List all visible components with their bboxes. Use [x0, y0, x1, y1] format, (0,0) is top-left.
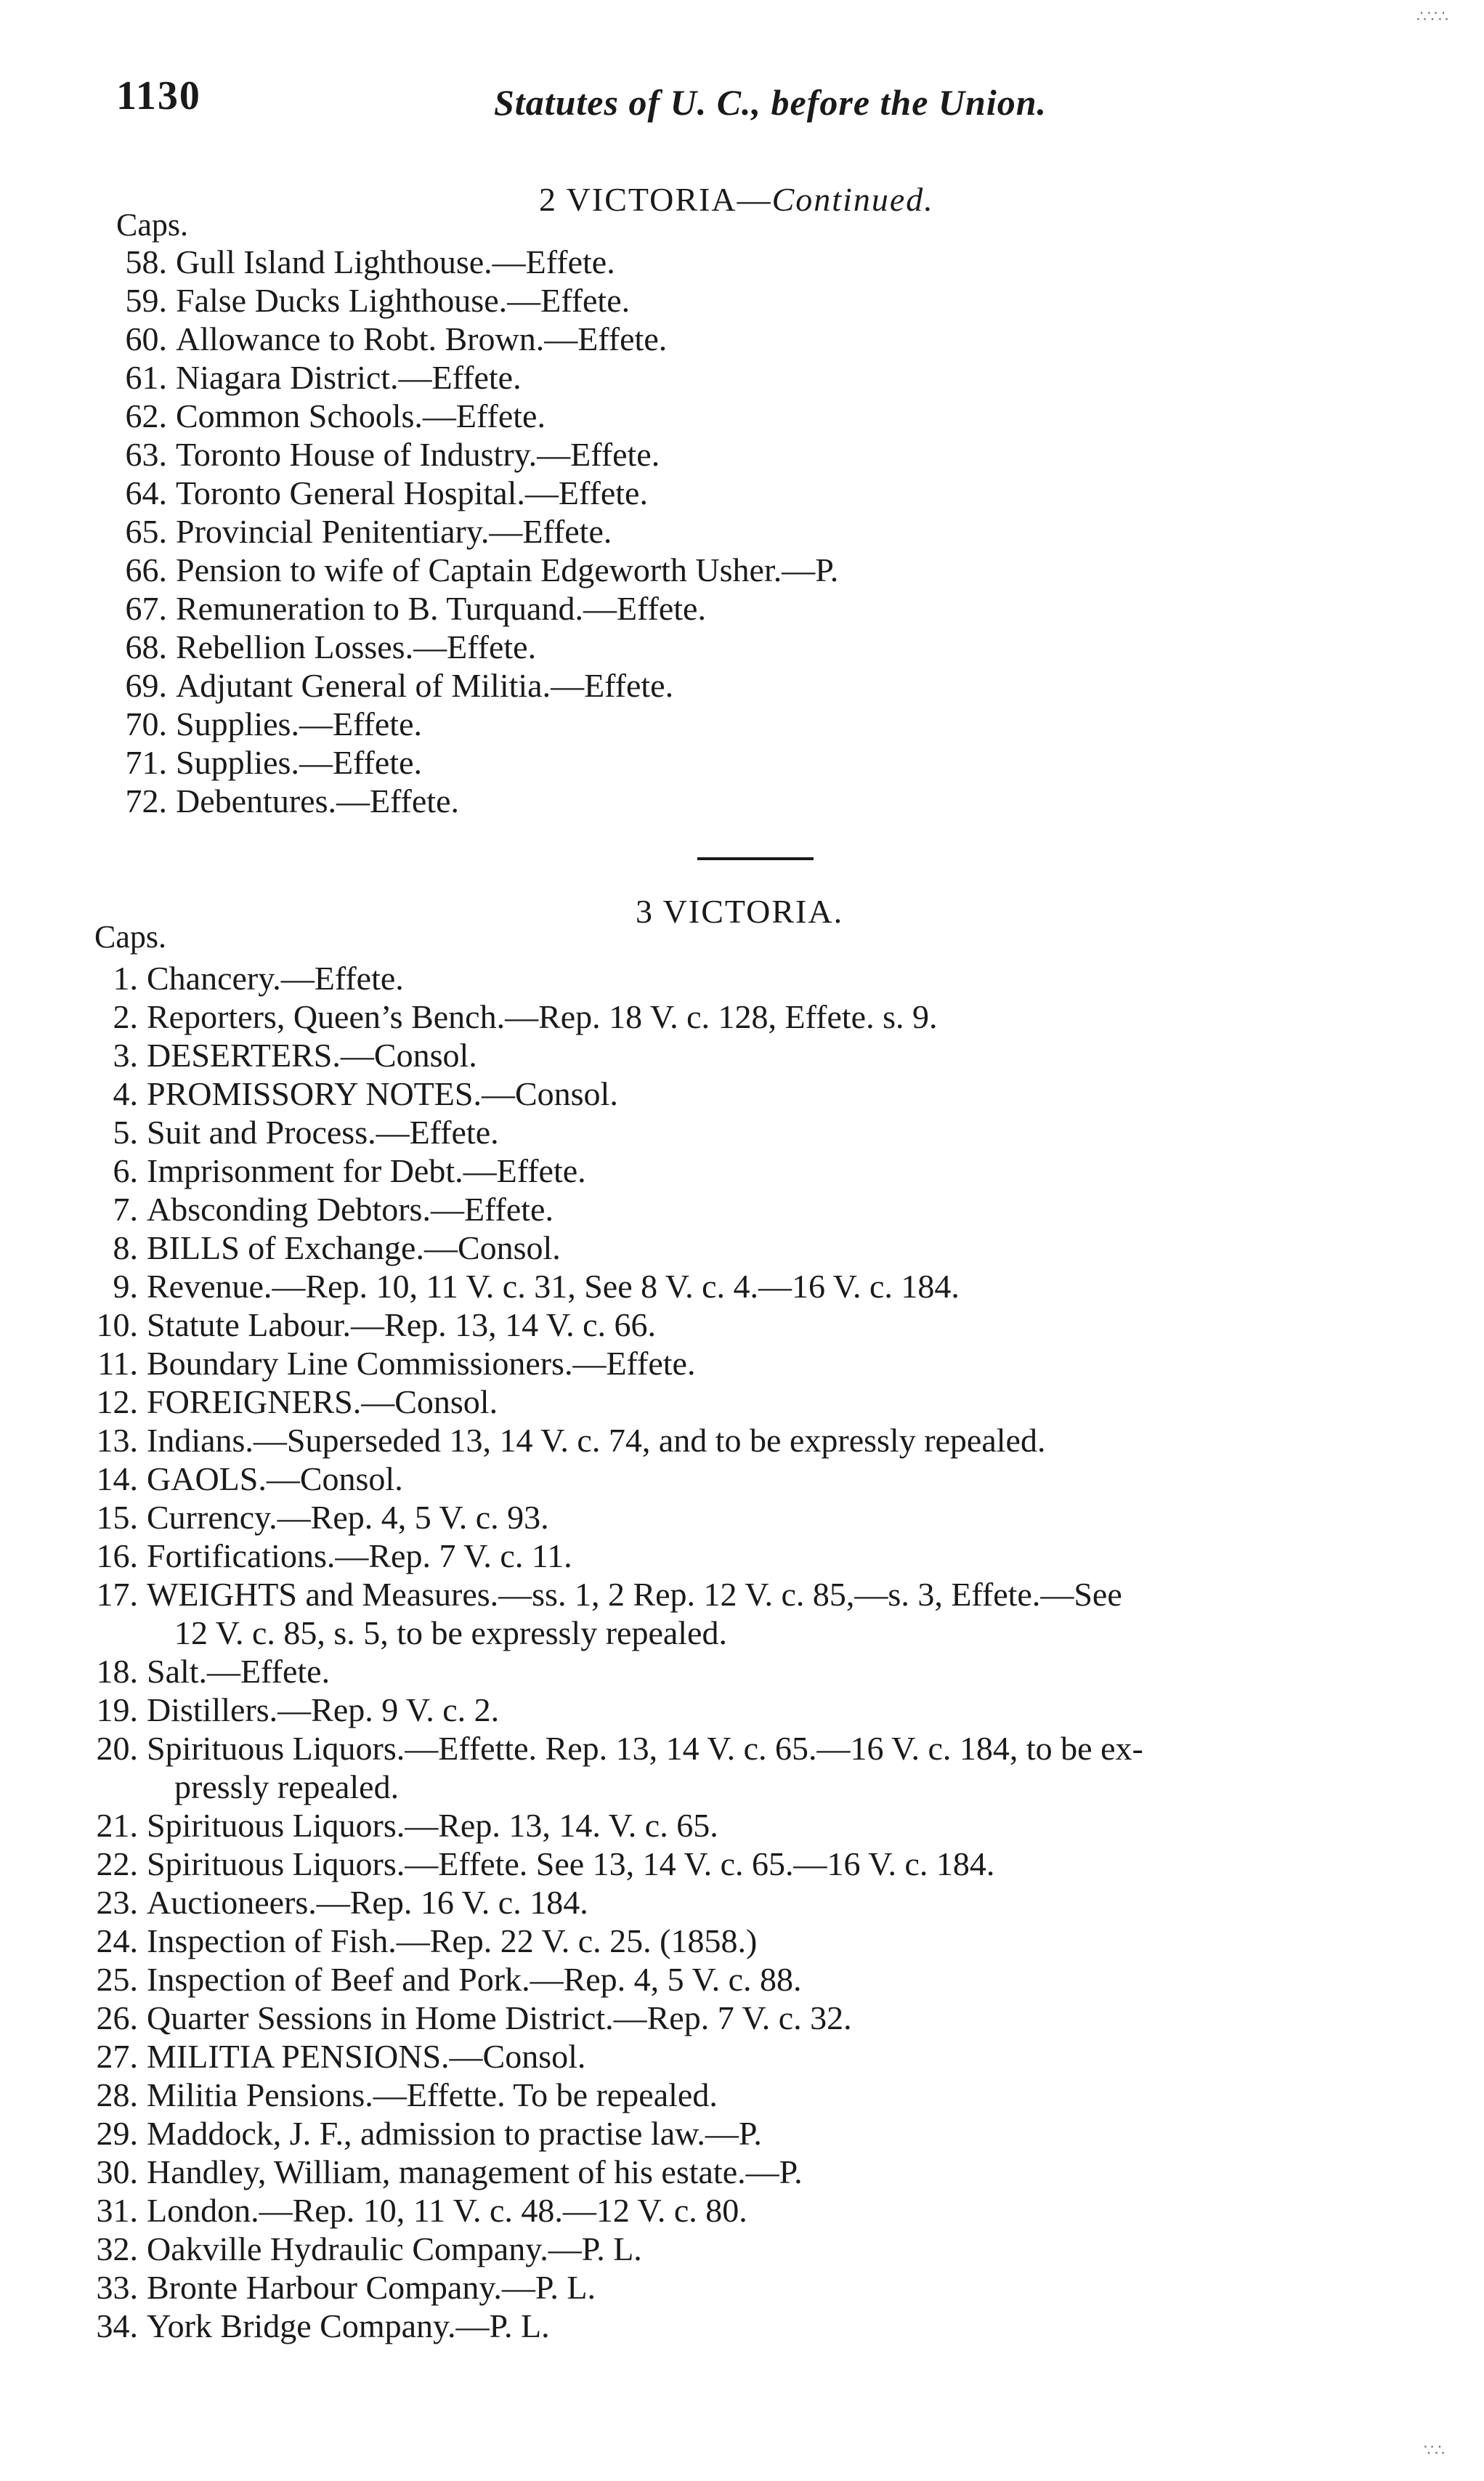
chapter-text: Inspection of Fish.—Rep. 22 V. c. 25. (1858.) [147, 1922, 758, 1959]
chapter-text: Debentures.—Effete. [176, 782, 459, 819]
chapter-number: 25. [96, 1961, 138, 1998]
chapter-entry [0, 1691, 1416, 1729]
chapter-text: Adjutant General of Militia.—Effete. [176, 667, 674, 704]
chapter-entry [0, 1113, 1416, 1152]
chapter-entry [0, 743, 1111, 782]
chapter-number: 2. [113, 998, 138, 1035]
chapter-text: Rebellion Losses.—Effete. [176, 628, 537, 665]
chapter-number: 65. [125, 513, 167, 550]
chapter-number: 10. [96, 1306, 138, 1343]
chapter-number: 59. [125, 282, 167, 319]
chapter-entry [0, 1845, 1416, 1883]
chapter-number: 30. [96, 2153, 138, 2190]
chapter-list [0, 243, 1111, 820]
chapter-entry [0, 1344, 1416, 1383]
chapter-entry [0, 1999, 1416, 2037]
chapter-entry [0, 1729, 1416, 1806]
chapter-entry [0, 1652, 1416, 1691]
chapter-text: Bronte Harbour Company.—P. L. [147, 2269, 596, 2306]
chapter-entry [0, 1498, 1416, 1537]
chapter-number: 34. [96, 2307, 138, 2344]
chapter-text: Imprisonment for Debt.—Effete. [147, 1152, 586, 1189]
chapter-text: FOREIGNERS.—Consol. [147, 1383, 498, 1420]
chapter-entry [0, 2153, 1416, 2191]
chapter-text: Distillers.—Rep. 9 V. c. 2. [147, 1691, 500, 1728]
chapter-entry [0, 2037, 1416, 2076]
chapter-entry [0, 666, 1111, 705]
chapter-text: Handley, William, management of his estate.—P. [147, 2153, 803, 2190]
chapter-number: 3. [113, 1037, 138, 1074]
chapter-text: Inspection of Beef and Pork.—Rep. 4, 5 V. c. 88. [147, 1961, 802, 1998]
chapter-text: Fortifications.—Rep. 7 V. c. 11. [147, 1537, 572, 1574]
chapter-text: Salt.—Effete. [147, 1653, 331, 1690]
chapter-number: 72. [125, 782, 167, 819]
chapter-number: 66. [125, 551, 167, 588]
chapter-number: 18. [96, 1653, 138, 1690]
chapter-text-continuation: pressly repealed. [174, 1768, 400, 1805]
chapter-text: Toronto House of Industry.—Effete. [176, 436, 660, 473]
chapter-list [0, 959, 1416, 2345]
chapter-text: Statute Labour.—Rep. 13, 14 V. c. 66. [147, 1306, 657, 1343]
chapter-text: London.—Rep. 10, 11 V. c. 48.—12 V. c. 80. [147, 2192, 747, 2229]
chapter-number: 14. [96, 1460, 138, 1497]
chapter-entry [0, 705, 1111, 743]
chapter-entry [0, 474, 1111, 512]
chapter-entry [0, 1267, 1416, 1306]
chapter-number: 11. [97, 1345, 138, 1382]
chapter-text: Supplies.—Effete. [176, 705, 422, 742]
chapter-entry [0, 1806, 1416, 1845]
chapter-text: Chancery.—Effete. [147, 960, 404, 997]
chapter-text: Oakville Hydraulic Company.—P. L. [147, 2230, 642, 2267]
chapter-entry [0, 1306, 1416, 1344]
chapter-text: Provincial Penitentiary.—Effete. [176, 513, 612, 550]
chapter-entry [0, 281, 1111, 320]
chapter-number: 71. [125, 744, 167, 781]
chapter-number: 19. [96, 1691, 138, 1728]
chapter-entry [0, 997, 1416, 1036]
chapter-text: BILLS of Exchange.—Consol. [147, 1229, 561, 1266]
chapter-text: Toronto General Hospital.—Effete. [176, 474, 648, 511]
chapter-text: Niagara District.—Effete. [176, 359, 522, 396]
chapter-entry [0, 1036, 1416, 1074]
chapter-entry [0, 628, 1111, 666]
chapter-entry [0, 1922, 1416, 1960]
chapter-number: 27. [96, 2038, 138, 2075]
chapter-entry [0, 397, 1111, 435]
chapter-text: Indians.—Superseded 13, 14 V. c. 74, and to be expressly repealed. [147, 1422, 1046, 1459]
chapter-number: 16. [96, 1537, 138, 1574]
chapter-text: Absconding Debtors.—Effete. [147, 1191, 554, 1228]
chapter-entry [0, 782, 1111, 820]
section-title-continued: Continued. [771, 181, 934, 218]
chapter-number: 64. [125, 474, 167, 511]
chapter-entry [0, 512, 1111, 551]
chapter-text: Militia Pensions.—Effette. To be repealed. [147, 2076, 718, 2113]
section-title [539, 180, 934, 219]
chapter-number: 7. [113, 1191, 138, 1228]
page-number: 1130 [116, 73, 201, 118]
chapter-text: Common Schools.—Effete. [176, 397, 546, 434]
chapter-number: 28. [96, 2076, 138, 2113]
chapter-text: Gull Island Lighthouse.—Effete. [176, 243, 615, 280]
chapter-number: 8. [113, 1229, 138, 1266]
chapter-number: 23. [96, 1884, 138, 1921]
chapter-number: 31. [96, 2192, 138, 2229]
chapter-number: 5. [113, 1114, 138, 1151]
chapter-text: PROMISSORY NOTES.—Consol. [147, 1075, 618, 1112]
chapter-number: 1. [113, 960, 138, 997]
chapter-text: York Bridge Company.—P. L. [147, 2307, 550, 2344]
chapter-number: 60. [125, 320, 167, 357]
chapter-number: 33. [96, 2269, 138, 2306]
scan-speckle: ∵∴ [1424, 2441, 1446, 2459]
chapter-entry [0, 320, 1111, 358]
chapter-number: 63. [125, 436, 167, 473]
chapter-number: 58. [125, 243, 167, 280]
chapter-number: 69. [125, 667, 167, 704]
chapter-text: MILITIA PENSIONS.—Consol. [147, 2038, 586, 2075]
running-title: Statutes of U. C., before the Union. [494, 82, 1047, 123]
chapter-entry [0, 1537, 1416, 1575]
chapter-text: Currency.—Rep. 4, 5 V. c. 93. [147, 1499, 549, 1536]
chapter-number: 12. [96, 1383, 138, 1420]
chapter-entry [0, 2268, 1416, 2307]
caps-label: Caps. [116, 207, 188, 243]
chapter-entry [0, 2114, 1416, 2153]
chapter-number: 62. [125, 397, 167, 434]
chapter-entry [0, 959, 1416, 997]
chapter-number: 61. [125, 359, 167, 396]
chapter-entry [0, 551, 1111, 589]
chapter-entry [0, 243, 1111, 281]
chapter-text: Boundary Line Commissioners.—Effete. [147, 1345, 696, 1382]
chapter-text: GAOLS.—Consol. [147, 1460, 403, 1497]
chapter-text: Spirituous Liquors.—Effette. Rep. 13, 14 V. c. 65.—16 V. c. 184, to be ex- [147, 1730, 1143, 1767]
chapter-text: Spirituous Liquors.—Effete. See 13, 14 V. c. 65.—16 V. c. 184. [147, 1845, 995, 1882]
chapter-entry [0, 1575, 1416, 1652]
chapter-entry [0, 435, 1111, 474]
chapter-number: 29. [96, 2115, 138, 2152]
chapter-number: 13. [96, 1422, 138, 1459]
section-title-main: 2 VICTORIA— [539, 181, 772, 218]
chapter-entry [0, 589, 1111, 628]
chapter-text-continuation: 12 V. c. 85, s. 5, to be expressly repealed. [174, 1614, 727, 1651]
chapter-entry [0, 1460, 1416, 1498]
chapter-entry [0, 1152, 1416, 1190]
chapter-entry [0, 1229, 1416, 1267]
chapter-number: 68. [125, 628, 167, 665]
chapter-text: Auctioneers.—Rep. 16 V. c. 184. [147, 1884, 588, 1921]
chapter-entry [0, 1074, 1416, 1113]
chapter-entry [0, 1960, 1416, 1999]
chapter-entry [0, 1190, 1416, 1229]
chapter-text: Pension to wife of Captain Edgeworth Usher.—P. [176, 551, 839, 588]
chapter-number: 6. [113, 1152, 138, 1189]
section-divider-rule [697, 857, 814, 860]
caps-label: Caps. [94, 919, 166, 955]
chapter-text: Revenue.—Rep. 10, 11 V. c. 31, See 8 V. c. 4.—16 V. c. 184. [147, 1268, 960, 1305]
chapter-number: 70. [125, 705, 167, 742]
chapter-number: 9. [113, 1268, 138, 1305]
chapter-entry [0, 1421, 1416, 1460]
chapter-entry [0, 1883, 1416, 1922]
chapter-number: 67. [125, 590, 167, 627]
chapter-number: 26. [96, 1999, 138, 2036]
chapter-number: 22. [96, 1845, 138, 1882]
chapter-text: Reporters, Queen’s Bench.—Rep. 18 V. c. 128, Effete. s. 9. [147, 998, 938, 1035]
section-title: 3 VICTORIA. [636, 893, 844, 930]
chapter-text: Allowance to Robt. Brown.—Effete. [176, 320, 668, 357]
chapter-text: Suit and Process.—Effete. [147, 1114, 499, 1151]
chapter-text: Remuneration to B. Turquand.—Effete. [176, 590, 706, 627]
chapter-text: Spirituous Liquors.—Rep. 13, 14. V. c. 65. [147, 1807, 718, 1844]
chapter-entry [0, 2191, 1416, 2230]
chapter-number: 21. [96, 1807, 138, 1844]
chapter-number: 24. [96, 1922, 138, 1959]
chapter-entry [0, 358, 1111, 397]
chapter-text: WEIGHTS and Measures.—ss. 1, 2 Rep. 12 V. c. 85,—s. 3, Effete.—See [147, 1576, 1122, 1613]
chapter-number: 15. [96, 1499, 138, 1536]
chapter-text: Quarter Sessions in Home District.—Rep. 7 V. c. 32. [147, 1999, 852, 2036]
chapter-number: 32. [96, 2230, 138, 2267]
chapter-text: Maddock, J. F., admission to practise law.—P. [147, 2115, 762, 2152]
chapter-entry [0, 2076, 1416, 2114]
chapter-text: Supplies.—Effete. [176, 744, 422, 781]
chapter-entry [0, 2307, 1416, 2345]
chapter-number: 17. [96, 1576, 138, 1613]
chapter-text: False Ducks Lighthouse.—Effete. [176, 282, 631, 319]
chapter-text: DESERTERS.—Consol. [147, 1037, 477, 1074]
chapter-number: 4. [113, 1075, 138, 1112]
scan-speckle: ∴∵∴ [1416, 7, 1449, 25]
chapter-entry [0, 1383, 1416, 1421]
chapter-number: 20. [96, 1730, 138, 1767]
chapter-entry [0, 2230, 1416, 2268]
